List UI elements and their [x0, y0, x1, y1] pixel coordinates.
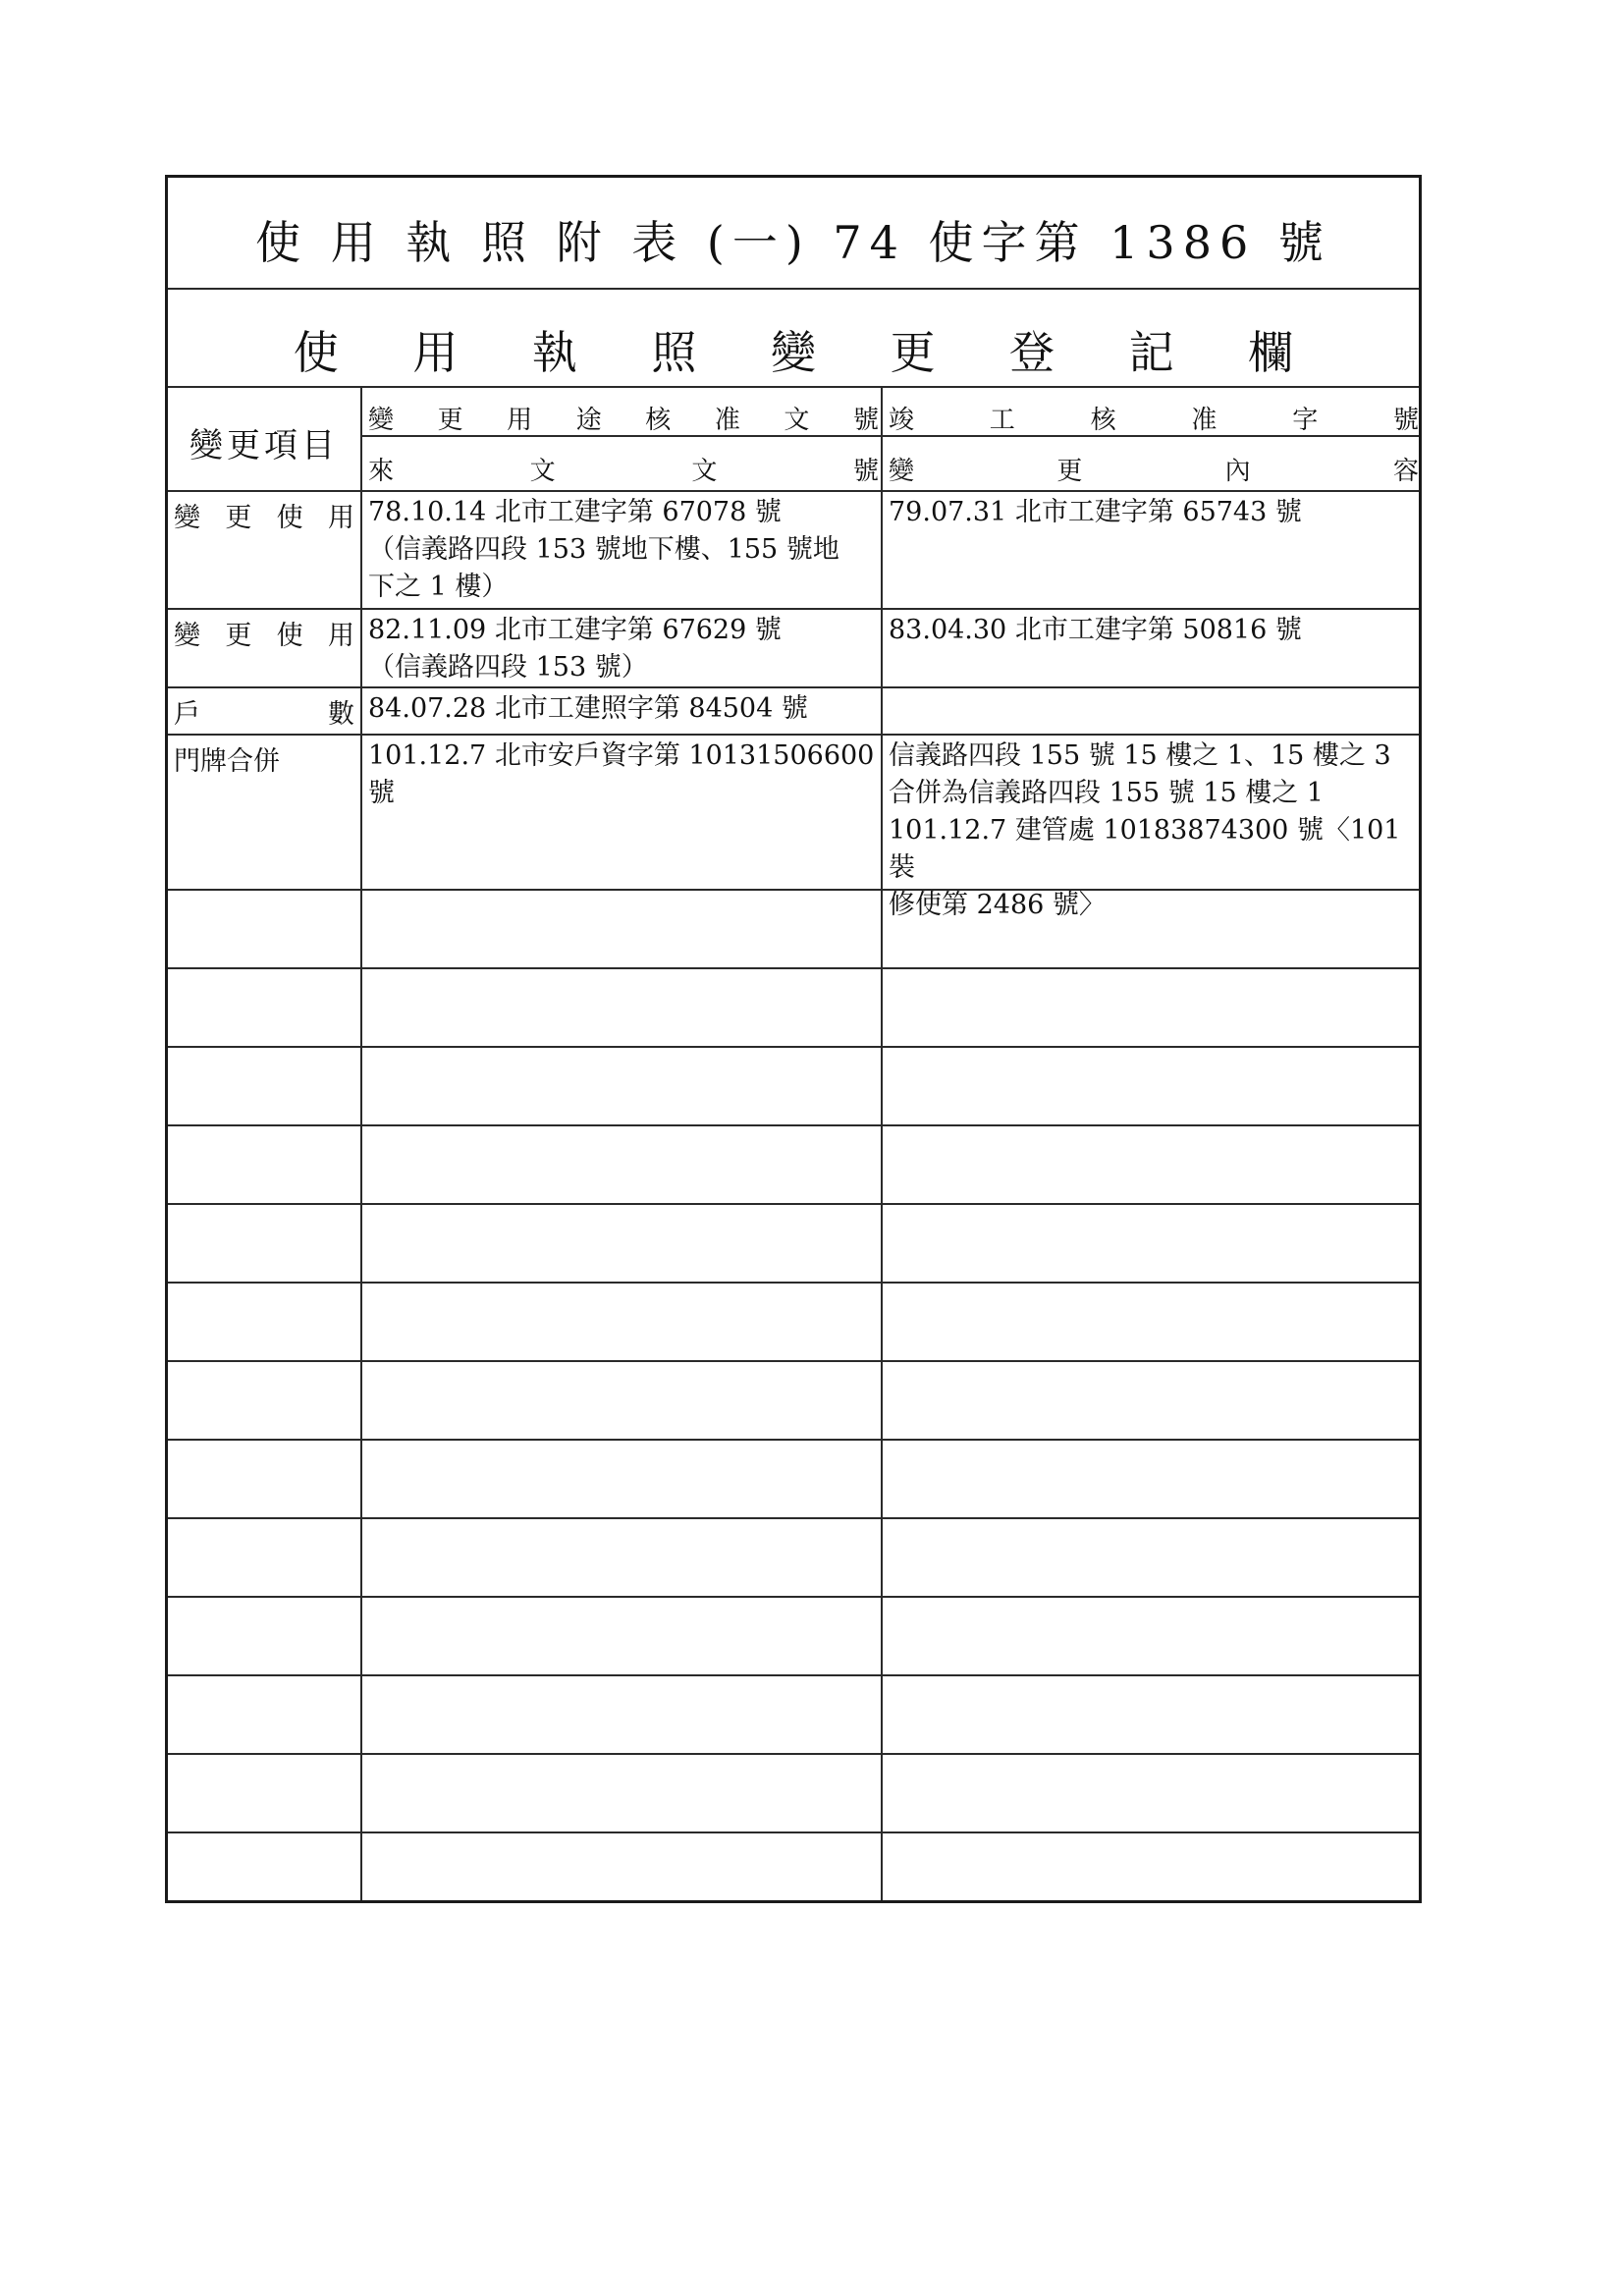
license-form — [165, 175, 1422, 1903]
divider — [168, 386, 1419, 388]
header-char: 竣 — [889, 406, 915, 435]
row-divider — [168, 734, 1419, 736]
row-divider — [168, 1439, 1419, 1441]
row-divider — [168, 1360, 1419, 1362]
header-char: 工 — [989, 406, 1015, 435]
change-content-header — [889, 451, 1419, 487]
header-char: 內 — [1224, 457, 1251, 486]
row-divider — [168, 1046, 1419, 1048]
header-char: 號 — [1392, 406, 1419, 435]
row-divider — [168, 1831, 1419, 1833]
divider — [168, 490, 1419, 492]
section-title-char: 用 — [412, 326, 459, 379]
header-char: 途 — [575, 406, 602, 435]
row-divider — [168, 889, 1419, 891]
section-title-char: 變 — [770, 326, 816, 379]
incoming-doc-cell: 78.10.14 北市工建字第 67078 號 （信義路四段 153 號地下樓、155 號地 下之 1 樓） — [368, 497, 839, 602]
change-item-char: 變 — [174, 503, 200, 533]
header-char: 文 — [529, 457, 556, 486]
section-title — [168, 317, 1419, 382]
change-item — [174, 739, 354, 778]
row-divider — [168, 1282, 1419, 1284]
change-item-char: 更 — [225, 621, 252, 651]
row-divider — [168, 1596, 1419, 1598]
change-item-char: 使 — [276, 503, 303, 533]
section-title-char: 欄 — [1248, 326, 1294, 379]
approval-doc-no-header — [368, 400, 879, 436]
row-divider — [168, 1124, 1419, 1126]
row-divider — [168, 1674, 1419, 1676]
header-char: 號 — [852, 406, 879, 435]
change-item-header: 變更項目 — [189, 426, 339, 465]
row-divider — [168, 1753, 1419, 1755]
header-char: 文 — [691, 457, 718, 486]
change-item-char: 更 — [225, 503, 252, 533]
divider — [362, 435, 1419, 437]
row-divider — [168, 1517, 1419, 1519]
change-item-char: 戶 — [174, 699, 200, 730]
row-divider — [168, 686, 1419, 688]
divider — [168, 288, 1419, 290]
header-char: 號 — [852, 457, 879, 486]
header-char: 變 — [368, 406, 395, 435]
section-title-char: 更 — [890, 326, 936, 379]
header-char: 准 — [1191, 406, 1217, 435]
section-title-char: 照 — [651, 326, 697, 379]
completion-approval-no-header — [889, 400, 1419, 436]
change-content-cell: 83.04.30 北市工建字第 50816 號 — [889, 615, 1302, 645]
section-title-char: 執 — [531, 326, 577, 379]
header-char: 來 — [368, 457, 395, 486]
change-item-char: 門牌合併 — [174, 746, 280, 777]
section-title-char: 記 — [1128, 326, 1174, 379]
incoming-doc-cell: 84.07.28 北市工建照字第 84504 號 — [368, 693, 808, 724]
header-char: 核 — [645, 406, 672, 435]
column-divider — [881, 386, 883, 1900]
header-char: 核 — [1090, 406, 1116, 435]
header-char: 字 — [1292, 406, 1319, 435]
row-divider — [168, 1203, 1419, 1205]
header-char: 變 — [889, 457, 915, 486]
change-content-cell: 79.07.31 北市工建字第 65743 號 — [889, 497, 1302, 527]
header-char: 容 — [1392, 457, 1419, 486]
change-item-char: 變 — [174, 621, 200, 651]
change-item — [174, 614, 354, 652]
form-title: 使 用 執 照 附 表 (一) 74 使字第 1386 號 — [255, 216, 1331, 269]
header-char: 更 — [437, 406, 463, 435]
header-char: 更 — [1056, 457, 1083, 486]
header-char: 用 — [507, 406, 533, 435]
change-item-char: 用 — [327, 503, 354, 533]
row-divider — [168, 608, 1419, 610]
incoming-doc-cell: 101.12.7 北市安戶資字第 10131506600 號 — [368, 740, 875, 808]
change-item — [174, 496, 354, 534]
header-char: 准 — [714, 406, 740, 435]
change-item-char: 數 — [328, 699, 354, 730]
change-item — [174, 692, 354, 731]
row-divider — [168, 967, 1419, 969]
header-char: 文 — [784, 406, 810, 435]
change-content-cell: 信義路四段 155 號 15 樓之 1、15 樓之 3 合併為信義路四段 155 號 15 樓之 1 101.12.7 建管處 10183874300 號〈101 裝 修使第 2486 號〉 — [889, 740, 1401, 920]
change-item-char: 用 — [327, 621, 354, 651]
incoming-doc-no-header — [368, 451, 879, 487]
change-item-char: 使 — [276, 621, 303, 651]
section-title-char: 使 — [293, 326, 339, 379]
column-divider — [360, 386, 362, 1900]
section-title-char: 登 — [1009, 326, 1055, 379]
incoming-doc-cell: 82.11.09 北市工建字第 67629 號 （信義路四段 153 號） — [368, 615, 782, 683]
